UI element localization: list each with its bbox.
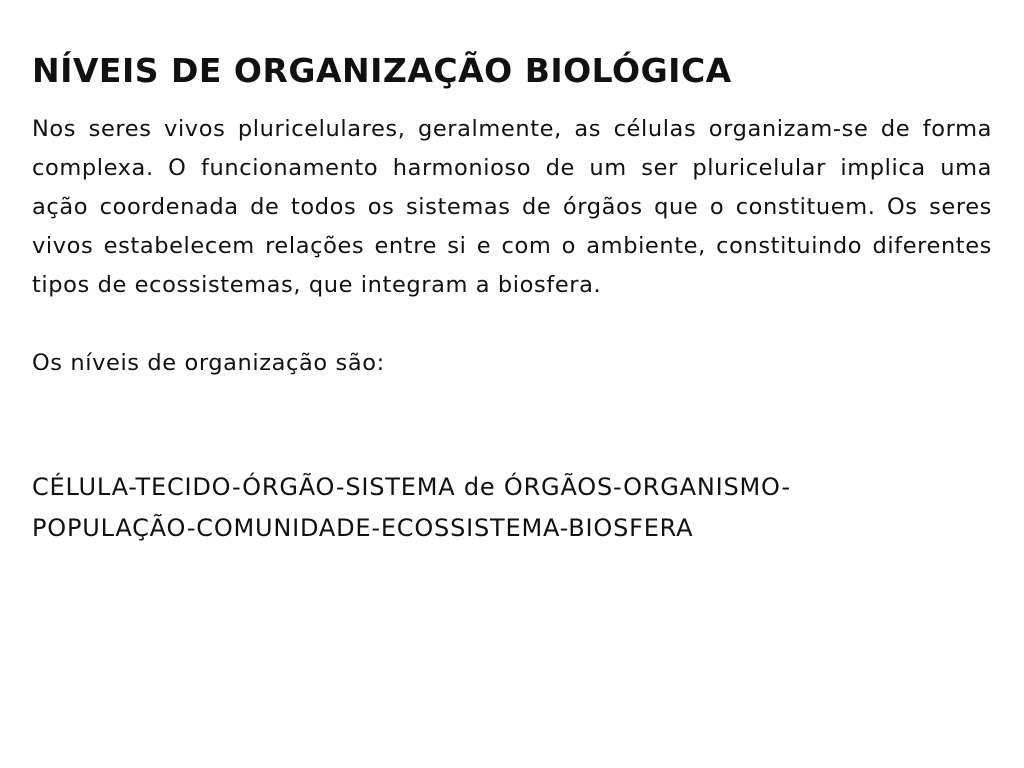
intro-paragraph: Nos seres vivos pluricelulares, geralmente, as células organizam-se de forma complexa. O funcionamento harmonioso de um ser pluricelular implica uma ação coordenada de todos os sistemas de órgãos que o constituem. Os seres vivos estabelecem relações entre si e com o ambiente, constituindo diferentes tipos de ecossistemas, que integram a biosfera.: [32, 116, 992, 298]
organization-levels-chain: [32, 467, 992, 549]
levels-intro-paragraph: Os níveis de organização são:: [32, 350, 385, 376]
chain-line-2: POPULAÇÃO-COMUNIDADE-ECOSSISTEMA-BIOSFERA: [32, 514, 694, 542]
paragraph-spacer: [32, 305, 992, 344]
chain-line-1: CÉLULA-TECIDO-ÓRGÃO-SISTEMA de ÓRGÃOS-ORGANISMO-: [32, 473, 791, 501]
slide-body: [32, 110, 992, 383]
slide-title: NÍVEIS DE ORGANIZAÇÃO BIOLÓGICA: [32, 51, 732, 90]
